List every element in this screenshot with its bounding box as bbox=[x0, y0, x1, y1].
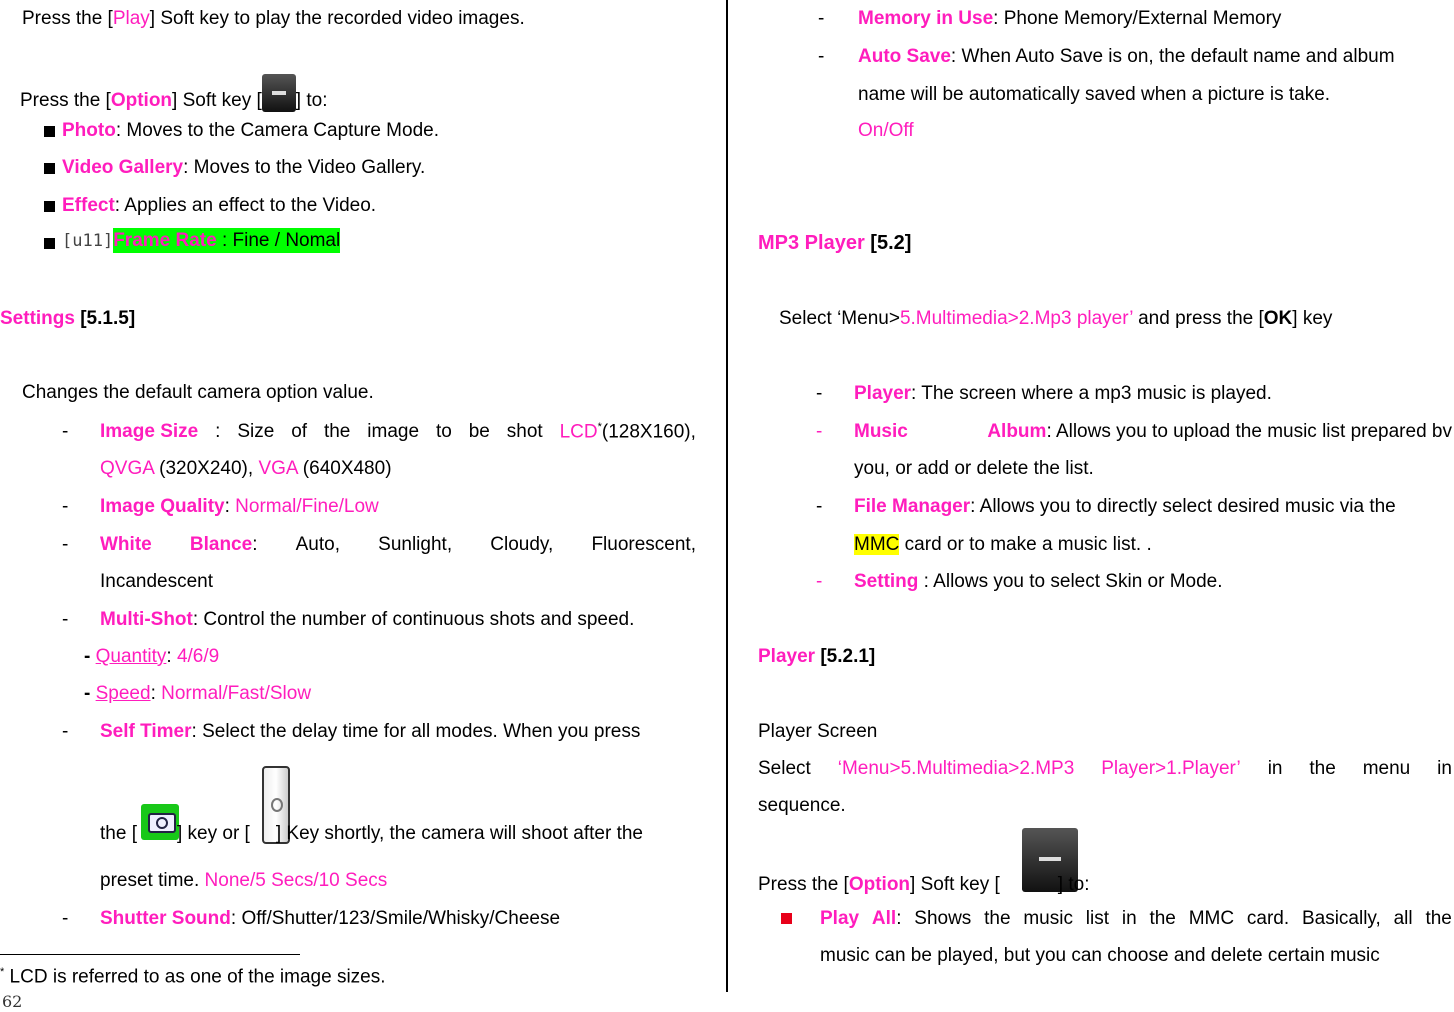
footnote: * LCD is referred to as one of the image sizes. bbox=[0, 966, 386, 988]
bullet-frame-rate: [u11]Frame Rate : Fine / Nomal bbox=[62, 230, 341, 251]
bullet-icon bbox=[44, 238, 55, 249]
multi-shot-line: Multi-Shot: Control the number of continuous shots and speed. bbox=[100, 609, 635, 630]
autosave-line: Auto Save: When Auto Save is on, the default name and album bbox=[858, 46, 1395, 67]
music-album-line2: you, or add or delete the list. bbox=[854, 458, 1094, 479]
setting-line: Setting : Allows you to select Skin or Mode. bbox=[854, 571, 1223, 592]
play-line: Press the [Play] Soft key to play the recorded video images. bbox=[22, 8, 525, 29]
soft-key-icon bbox=[262, 74, 296, 112]
bullet-icon bbox=[44, 126, 55, 137]
changes-text: Changes the default camera option value. bbox=[22, 382, 374, 403]
player-line: Player: The screen where a mp3 music is played. bbox=[854, 383, 1272, 404]
play-key: Play bbox=[112, 8, 150, 29]
dash: - bbox=[62, 721, 69, 742]
page-number: 62 bbox=[2, 992, 23, 1011]
column-divider bbox=[726, 0, 728, 992]
shutter-line: Shutter Sound: Off/Shutter/123/Smile/Whisky/Cheese bbox=[100, 908, 561, 929]
file-manager-line: File Manager: Allows you to directly select desired music via the bbox=[854, 496, 1396, 517]
dash: - bbox=[62, 496, 69, 517]
quantity-line: - Quantity: 4/6/9 bbox=[84, 646, 220, 667]
dash: - bbox=[62, 534, 69, 555]
image-size-line2: QVGA (320X240), VGA (640X480) bbox=[100, 458, 392, 479]
option-key: Option bbox=[110, 90, 173, 111]
autosave-line2: name will be automatically saved when a picture is take. bbox=[858, 84, 1331, 105]
option2-line: Press the [Option] Soft key [ ] to: bbox=[758, 874, 1090, 895]
dash: - bbox=[818, 8, 825, 29]
white-balance-line: White Blance: Auto, Sunlight, Cloudy, Fluorescent, bbox=[100, 534, 696, 555]
self-timer-line3: preset time. None/5 Secs/10 Secs bbox=[100, 870, 388, 891]
bullet-icon bbox=[44, 163, 55, 174]
settings-heading: Settings [5.1.5] bbox=[0, 308, 136, 329]
player-heading: Player [5.2.1] bbox=[758, 646, 876, 667]
music-album-line: Music Album: Allows you to upload the music list prepared bv bbox=[854, 421, 1452, 442]
select2-line2: sequence. bbox=[758, 795, 846, 816]
dash: - bbox=[62, 908, 69, 929]
dash: - bbox=[816, 421, 823, 442]
play-all-line: Play All: Shows the music list in the MMC card. Basically, all the bbox=[820, 908, 1452, 929]
image-size-line: Image Size : Size of the image to be shot LCD*(128X160), bbox=[100, 421, 696, 443]
image-quality-line: Image Quality: Normal/Fine/Low bbox=[100, 496, 379, 517]
footnote-rule bbox=[0, 954, 300, 955]
dash: - bbox=[816, 571, 823, 592]
autosave-line3: On/Off bbox=[858, 120, 914, 141]
bullet-icon bbox=[44, 201, 55, 212]
play-all-line2: music can be played, but you can choose and delete certain music bbox=[820, 945, 1380, 966]
option-line: Press the [Option] Soft key [ ] to: bbox=[20, 74, 327, 112]
select2-line: Select ‘Menu>5.Multimedia>2.MP3 Player>1.Player’ in the menu in bbox=[758, 758, 1452, 779]
dash: - bbox=[62, 609, 69, 630]
dash: - bbox=[818, 46, 825, 67]
white-balance-line2: Incandescent bbox=[100, 571, 214, 592]
dash: - bbox=[816, 383, 823, 404]
bullet-video-gallery: Video Gallery: Moves to the Video Gallery. bbox=[62, 157, 426, 178]
dash: - bbox=[62, 421, 69, 442]
bullet-icon bbox=[781, 913, 792, 924]
speed-line: - Speed: Normal/Fast/Slow bbox=[84, 683, 312, 704]
self-timer-line: Self Timer: Select the delay time for all modes. When you press bbox=[100, 721, 641, 742]
file-manager-line2: MMC card or to make a music list. . bbox=[854, 534, 1152, 555]
mp3-heading: MP3 Player [5.2] bbox=[758, 232, 912, 254]
self-timer-line2: the [ ] key or [ ] Key shortly, the camera will shoot after the bbox=[100, 823, 643, 844]
bullet-photo: Photo: Moves to the Camera Capture Mode. bbox=[62, 120, 439, 141]
player-screen-text: Player Screen bbox=[758, 721, 878, 742]
bullet-effect: Effect: Applies an effect to the Video. bbox=[62, 195, 377, 216]
select-line: Select ‘Menu>5.Multimedia>2.Mp3 player’ and press the [OK] key bbox=[779, 308, 1333, 329]
dash: - bbox=[816, 496, 823, 517]
memory-line: Memory in Use: Phone Memory/External Memory bbox=[858, 8, 1282, 29]
